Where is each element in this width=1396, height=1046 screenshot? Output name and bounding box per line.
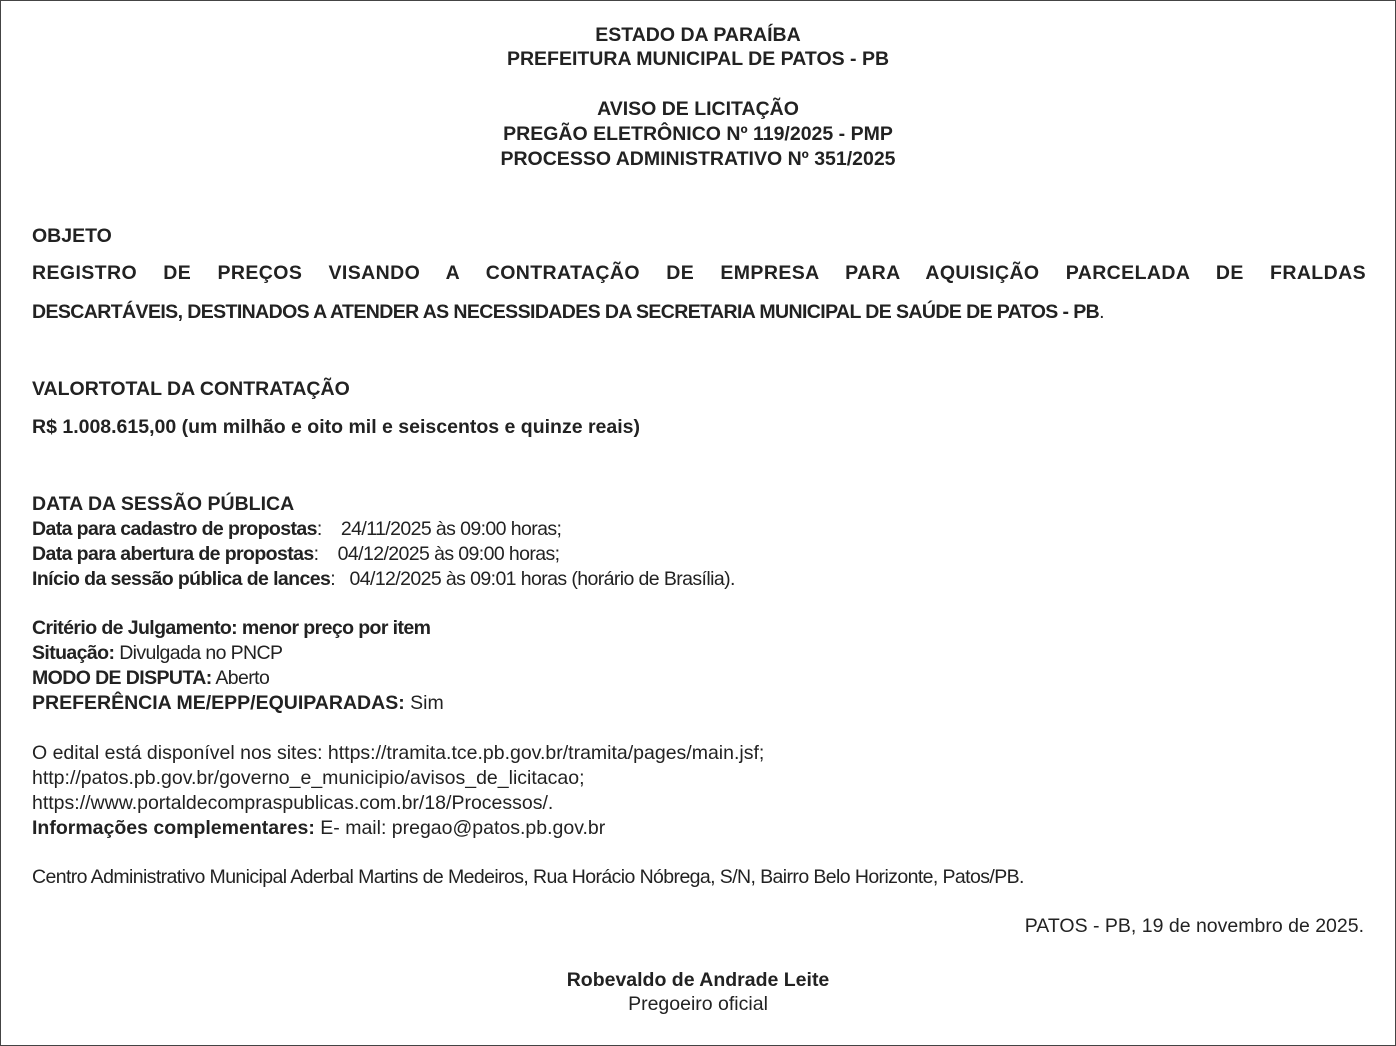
- total-value: R$ 1.008.615,00 (um milhão e oito mil e seiscentos e quinze reais): [32, 416, 640, 438]
- city-hall-name: PREFEITURA MUNICIPAL DE PATOS - PB: [506, 48, 890, 70]
- object-text-line1: REGISTRO DE PREÇOS VISANDO A CONTRATAÇÃO DE EMPRESA PARA AQUISIÇÃO PARCELADA DE FRALDAS: [32, 262, 1366, 284]
- edital-line3: https://www.portaldecompraspublicas.com.br/18/Processos/.: [32, 792, 554, 814]
- session-row-label: Início da sessão pública de lances: [32, 568, 331, 590]
- preference: PREFERÊNCIA ME/EPP/EQUIPARADAS: Sim: [32, 692, 444, 714]
- situation: Situação: Divulgada no PNCP: [32, 642, 283, 664]
- notice-title: AVISO DE LICITAÇÃO: [597, 98, 799, 120]
- session-row-label: Data para abertura de propostas: [32, 543, 314, 565]
- object-label: OBJETO: [32, 225, 112, 247]
- session-row-lances: [32, 567, 735, 591]
- dispute-mode: MODO DE DISPUTA: Aberto: [32, 667, 270, 689]
- session-row-value: : 04/12/2025 às 09:01 horas (horário de Brasília).: [330, 568, 735, 590]
- session-row-value: : 24/11/2025 às 09:00 horas;: [316, 518, 562, 540]
- session-row-cadastro: [32, 517, 561, 541]
- session-label: DATA DA SESSÃO PÚBLICA: [32, 493, 295, 515]
- object-text-line2-bold: DESCARTÁVEIS, DESTINADOS A ATENDER AS NECESSIDADES DA SECRETARIA MUNICIPAL DE SAÚDE DE PATOS - PB: [32, 301, 1100, 323]
- place-and-date: PATOS - PB, 19 de novembro de 2025.: [1024, 915, 1364, 937]
- pregao-number: PREGÃO ELETRÔNICO Nº 119/2025 - PMP: [503, 123, 893, 145]
- object-text-line2: [32, 300, 1105, 324]
- edital-line2: http://patos.pb.gov.br/governo_e_municipio/avisos_de_licitacao;: [32, 767, 585, 789]
- additional-info: Informações complementares: E- mail: pregao@patos.pb.gov.br: [32, 817, 606, 839]
- judgment-criterion: Critério de Julgamento: menor preço por item: [32, 617, 431, 639]
- object-text-period: .: [1099, 301, 1105, 323]
- edital-line1: O edital está disponível nos sites: https://tramita.tce.pb.gov.br/tramita/pages/main.jsf;: [32, 742, 765, 764]
- signer-name: Robevaldo de Andrade Leite: [566, 969, 830, 991]
- session-row-label: Data para cadastro de propostas: [32, 518, 317, 540]
- total-value-label: VALORTOTAL DA CONTRATAÇÃO: [32, 378, 350, 400]
- signer-role: Pregoeiro oficial: [628, 993, 768, 1015]
- session-row-abertura: [32, 542, 560, 566]
- session-row-value: : 04/12/2025 às 09:00 horas;: [313, 543, 560, 565]
- state-name: ESTADO DA PARAÍBA: [595, 24, 801, 46]
- address: Centro Administrativo Municipal Aderbal Martins de Medeiros, Rua Horácio Nóbrega, S/N, Bairro Belo Horizonte, Patos/PB.: [32, 866, 1024, 888]
- process-number: PROCESSO ADMINISTRATIVO Nº 351/2025: [500, 148, 896, 170]
